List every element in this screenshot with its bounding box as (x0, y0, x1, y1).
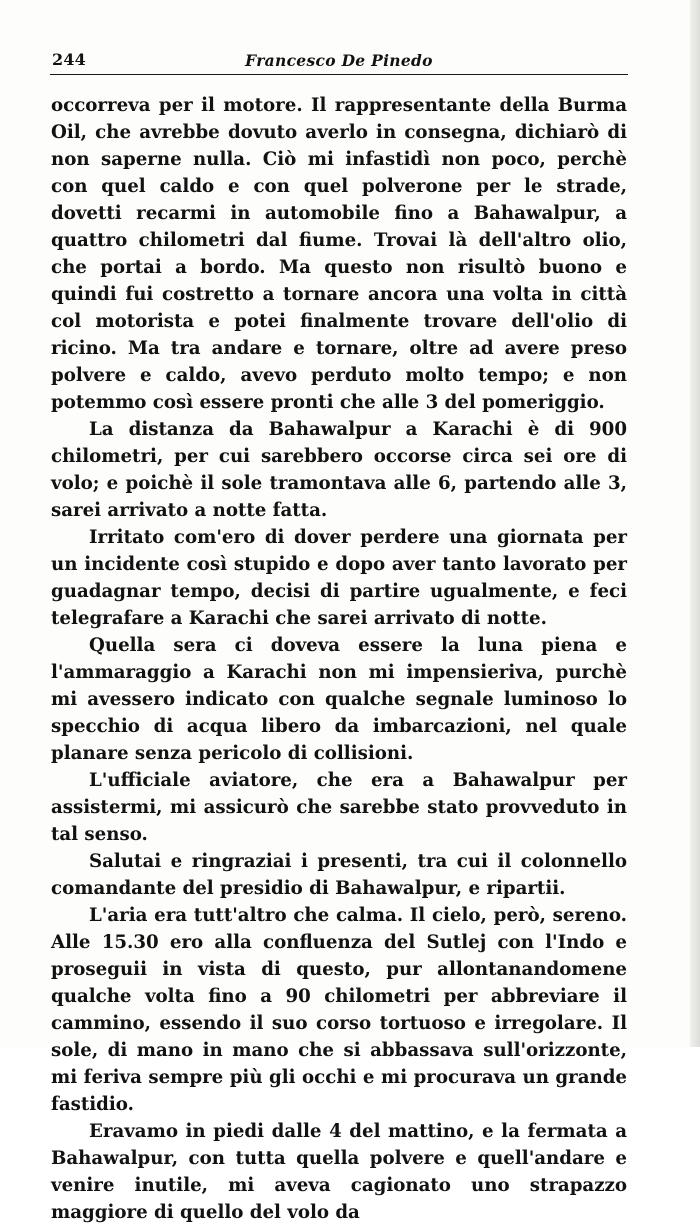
paragraph-8: Eravamo in piedi dalle 4 del mattino, e la fermata a Bahawalpur, con tutta quella polvere e quell'andare e venire inutile, mi aveva cagionato uno strapazzo maggiore di quello del volo da (51, 1121, 627, 1223)
paragraph-3: Irritato com'ero di dover perdere una giornata per un incidente così stupido e dopo aver tanto lavorato per guadagnar tempo, decisi di partire ugualmente, e feci telegrafare a Karachi che sarei arrivato di notte. (51, 527, 627, 629)
paragraph-7: L'aria era tutt'altro che calma. Il cielo, però, sereno. Alle 15.30 ero alla confluenza del Sutlej con l'Indo e proseguii in vista di questo, pur allontanandomene qualche volta fino a 90 chilometri per abbreviare il cammino, essendo il suo corso tortuoso e irregolare. Il sole, di mano in mano che si abbassava sull'orizzonte, mi feriva sempre più gli occhi e mi procurava un grande fastidio. (51, 905, 627, 1115)
paragraph-6: Salutai e ringraziai i presenti, tra cui il colonnello comandante del presidio di Bahawalpur, e ripartii. (51, 851, 627, 899)
paragraph-4: Quella sera ci doveva essere la luna piena e l'ammaraggio a Karachi non mi impensieriva, purchè mi avessero indicato con qualche segnale luminoso lo specchio di acqua libero da imbarcazioni, nel quale planare senza pericolo di collisioni. (51, 635, 627, 764)
paragraph-1: occorreva per il motore. Il rappresentante della Burma Oil, che avrebbe dovuto averlo in consegna, dichiarò di non saperne nulla. Ciò mi infastidì non poco, perchè con quel caldo e con quel polverone per le strade, dovetti recarmi in automobile fino a Bahawalpur, a quattro chilometri dal fiume. Trovai là dell'altro olio, che portai a bordo. Ma questo non risultò buono e quindi fui costretto a tornare ancora una volta in città col motorista e potei finalmente trovare dell'olio di ricino. Ma tra andare e tornare, oltre ad avere preso polvere e caldo, avevo perduto molto tempo; e non potemmo così essere pronti che alle 3 del pomeriggio. (51, 95, 627, 413)
page-number: 244 (52, 50, 86, 69)
paragraph-2: La distanza da Bahawalpur a Karachi è di 900 chilometri, per cui sarebbero occorse circa sei ore di volo; e poichè il sole tramontava alle 6, partendo alle 3, sarei arrivato a notte fatta. (51, 419, 627, 521)
body-text (51, 92, 627, 1226)
running-head (50, 48, 628, 75)
paragraph-5: L'ufficiale aviatore, che era a Bahawalpur per assistermi, mi assicurò che sarebbe stato provveduto in tal senso. (51, 770, 627, 845)
page-fold-shadow (690, 0, 700, 1047)
running-title: Francesco De Pinedo (245, 51, 433, 70)
